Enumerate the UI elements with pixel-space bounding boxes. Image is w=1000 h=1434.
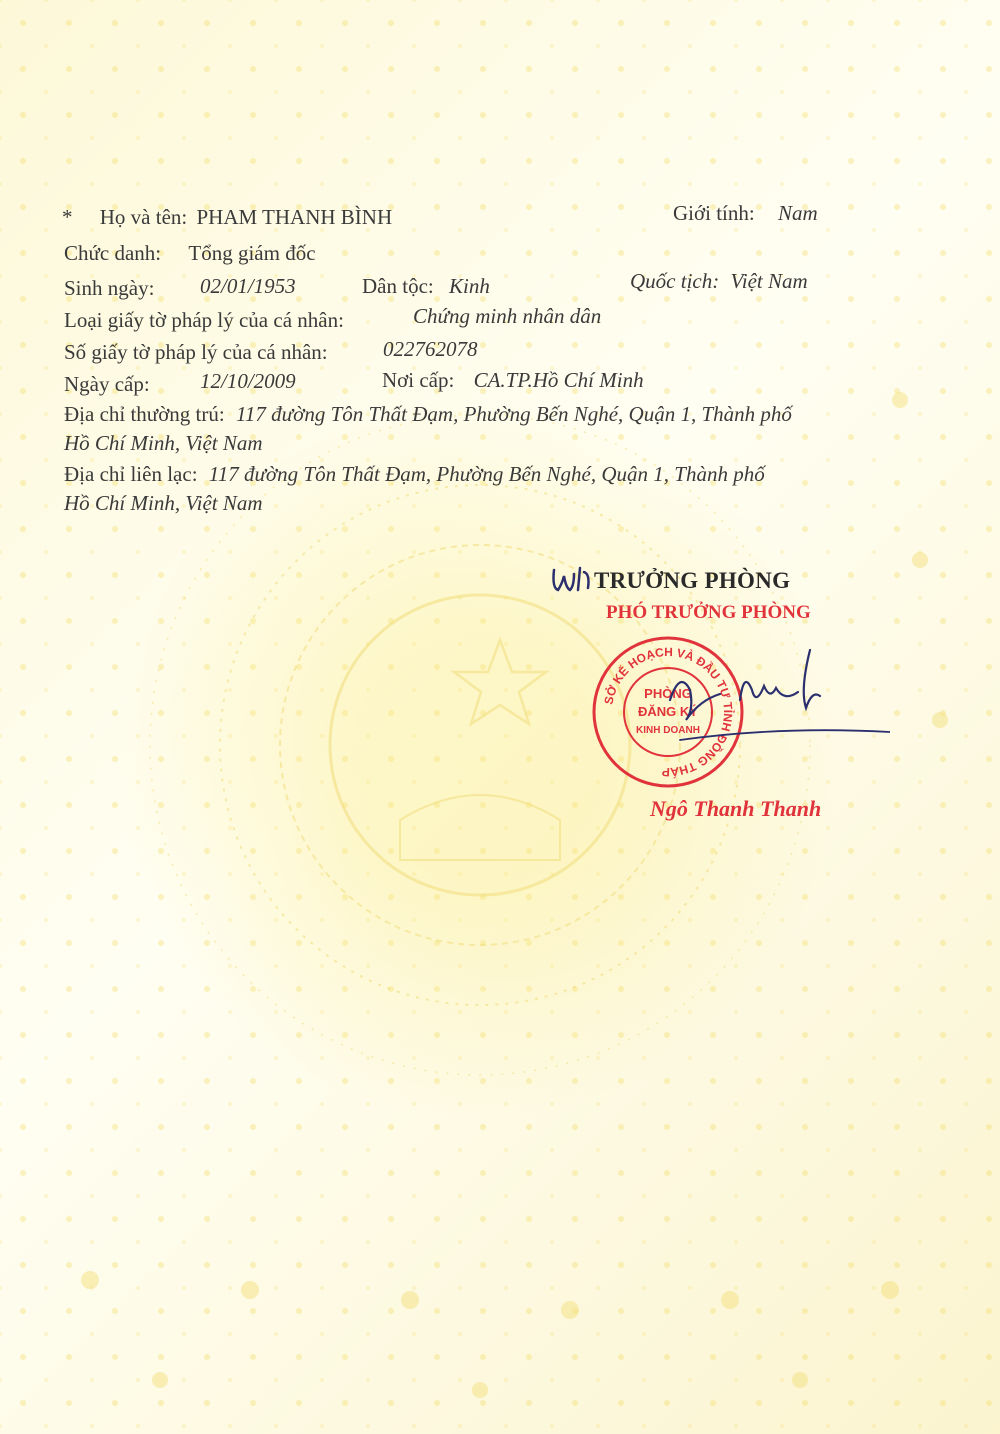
signer-name: Ngô Thanh Thanh [650,796,822,821]
permanent-address-value-line2: Hồ Chí Minh, Việt Nam [64,431,263,455]
contact-address-label: Địa chỉ liên lạc: [64,462,198,486]
ethnicity-row [362,276,490,297]
gender-value: Nam [777,201,818,225]
ethnicity-label: Dân tộc: [362,274,434,298]
full-name-row [62,207,392,228]
gender-row [673,203,818,224]
stamp-ring-text: SỞ KẾ HOẠCH VÀ ĐẦU TƯ TỈNH ĐỒNG THÁP [601,644,736,780]
signatory-subtitle: PHÓ TRƯỞNG PHÒNG [606,602,811,623]
handwritten-signature [660,630,890,750]
id-type-value: Chứng minh nhân dân [413,304,602,328]
nationality-row [630,271,808,292]
gender-label: Giới tính: [673,201,755,225]
stamp-center-line-3: KINH DOANH [636,725,700,736]
issue-place-value: CA.TP.Hồ Chí Minh [473,368,644,392]
stamp-center-line-2: ĐĂNG KÝ [638,704,698,719]
flower-motifs [81,392,948,1398]
handwritten-initial-mark [550,562,594,596]
contact-address-row [64,464,765,485]
id-type-row [64,310,344,331]
issue-date-label: Ngày cấp: [64,372,150,396]
issue-date-row [64,374,150,395]
issue-date-value: 12/10/2009 [200,369,296,393]
issue-place-row [382,370,644,391]
issue-place-label: Nơi cấp: [382,368,455,392]
permanent-address-row [64,404,792,425]
position-label: Chức danh: [64,241,162,265]
full-name-label: Họ và tên: [99,205,188,229]
nationality-value: Việt Nam [730,269,808,293]
birth-date-value: 02/01/1953 [200,274,296,298]
id-number-value: 022762078 [383,337,478,361]
permanent-address-value-line1: 117 đường Tôn Thất Đạm, Phường Bến Nghé, Quận 1, Thành phố [235,402,792,426]
bullet-asterisk: * [62,205,73,229]
id-type-label: Loại giấy tờ pháp lý của cá nhân: [64,308,344,332]
id-number-row [64,342,328,363]
signature-block [540,560,870,840]
position-value: Tổng giám đốc [188,241,316,265]
ethnicity-value: Kinh [448,274,490,298]
contact-address-value-line2: Hồ Chí Minh, Việt Nam [64,491,263,515]
permanent-address-label: Địa chỉ thường trú: [64,402,225,426]
birth-date-label: Sinh ngày: [64,276,155,300]
nationality-label: Quốc tịch: [630,269,720,293]
contact-address-value-line1: 117 đường Tôn Thất Đạm, Phường Bến Nghé, Quận 1, Thành phố [208,462,765,486]
position-row [64,243,316,264]
birth-date-row [64,278,154,299]
id-number-label: Số giấy tờ pháp lý của cá nhân: [64,340,328,364]
signatory-title: TRƯỞNG PHÒNG [594,568,791,593]
full-name-value: PHAM THANH BÌNH [196,205,393,229]
stamp-center-line-1: PHÒNG [644,686,692,701]
